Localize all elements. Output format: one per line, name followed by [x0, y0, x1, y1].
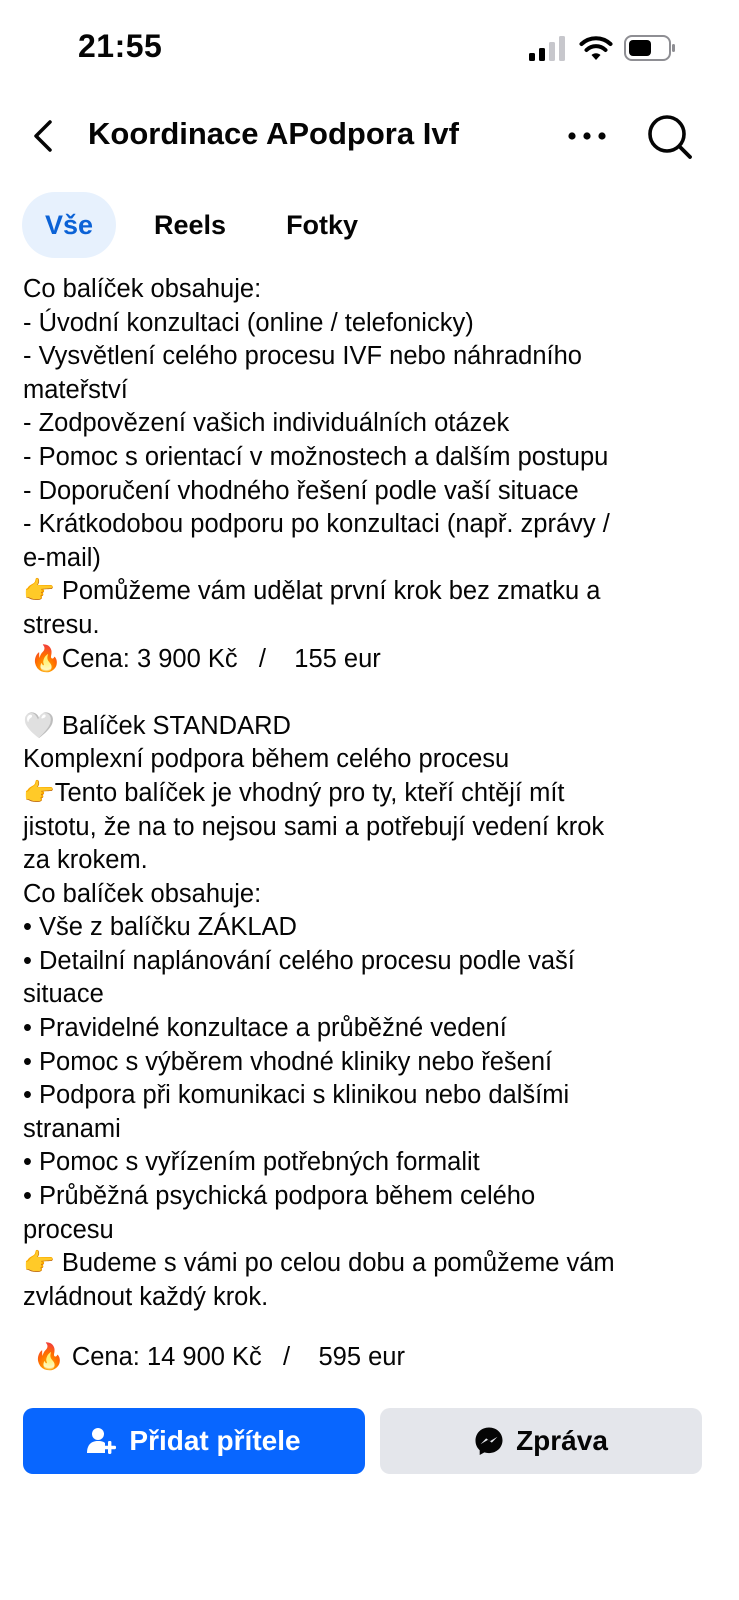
page-header — [0, 104, 739, 168]
post-line: - Zodpovězení vašich individuálních otázek — [23, 409, 510, 438]
post-line: - Vysvětlení celého procesu IVF nebo náhradního — [23, 342, 582, 371]
post-line: 🤍 Balíček STANDARD — [23, 711, 291, 740]
post-line: 👉 Budeme s vámi po celou dobu a pomůžeme vám — [23, 1249, 615, 1278]
search-icon[interactable] — [645, 112, 695, 162]
back-chevron-icon[interactable] — [28, 114, 64, 158]
post-line: 🔥Cena: 3 900 Kč / 155 eur — [23, 644, 381, 673]
post-line: • Detailní naplánování celého procesu podle vaší — [23, 946, 575, 975]
status-bar — [0, 0, 739, 96]
post-line: - Doporučení vhodného řešení podle vaší situace — [23, 476, 579, 505]
post-line: zvládnout každý krok. — [23, 1282, 269, 1311]
post-line: 👉Tento balíček je vhodný pro ty, kteří chtějí mít — [23, 778, 565, 807]
wifi-icon — [579, 34, 613, 62]
post-line: - Krátkodobou podporu po konzultaci (např. zprávy / — [23, 510, 610, 539]
messenger-icon — [474, 1426, 504, 1456]
tab-all[interactable]: Vše — [22, 192, 116, 258]
post-line: Co balíček obsahuje: — [23, 275, 262, 303]
add-friend-icon — [87, 1426, 117, 1456]
cellular-signal-icon — [528, 36, 568, 62]
tab-reels[interactable]: Reels — [154, 209, 227, 240]
post-line: stranami — [23, 1114, 121, 1143]
post-line: • Vše z balíčku ZÁKLAD — [23, 913, 297, 942]
post-line: Komplexní podpora během celého procesu — [23, 745, 510, 774]
more-options-icon[interactable] — [566, 124, 608, 148]
message-label: Zpráva — [516, 1425, 608, 1456]
post-line: • Podpora při komunikaci s klinikou nebo dalšími — [23, 1081, 570, 1110]
post-line: e-mail) — [23, 543, 101, 572]
post-line: • Průběžná psychická podpora během celého — [23, 1182, 536, 1211]
post-line: - Pomoc s orientací v možnostech a dalším postupu — [23, 442, 609, 471]
post-line: procesu — [23, 1215, 114, 1244]
tab-photos[interactable]: Fotky — [286, 209, 359, 240]
post-line: 👉 Pomůžeme vám udělat první krok bez zmatku a — [23, 577, 601, 606]
post-line: • Pravidelné konzultace a průběžné vedení — [23, 1014, 507, 1043]
message-button[interactable] — [380, 1408, 702, 1474]
post-blank-line — [23, 676, 703, 710]
post-text — [23, 273, 703, 1314]
content-tabs — [22, 192, 358, 258]
post-line: za krokem. — [23, 846, 148, 875]
post-line: jistotu, že na to nejsou sami a potřebují vedení krok — [23, 812, 605, 841]
post-line: Co balíček obsahuje: — [23, 879, 262, 908]
post-line: stresu. — [23, 610, 100, 639]
post-line: - Úvodní konzultaci (online / telefonicky) — [23, 308, 474, 337]
price-standard: 🔥 Cena: 14 900 Kč / 595 eur — [33, 1343, 405, 1371]
status-time: 21:55 — [78, 28, 163, 64]
post-line: situace — [23, 980, 104, 1009]
post-line: • Pomoc s vyřízením potřebných formalit — [23, 1148, 480, 1177]
add-friend-button[interactable] — [23, 1408, 365, 1474]
battery-icon — [624, 34, 676, 62]
add-friend-label: Přidat přítele — [129, 1425, 301, 1456]
post-line: • Pomoc s výběrem vhodné kliniky nebo řešení — [23, 1047, 553, 1076]
page-title: Koordinace APodpora Ivf — [88, 116, 459, 151]
post-line: mateřství — [23, 375, 128, 404]
